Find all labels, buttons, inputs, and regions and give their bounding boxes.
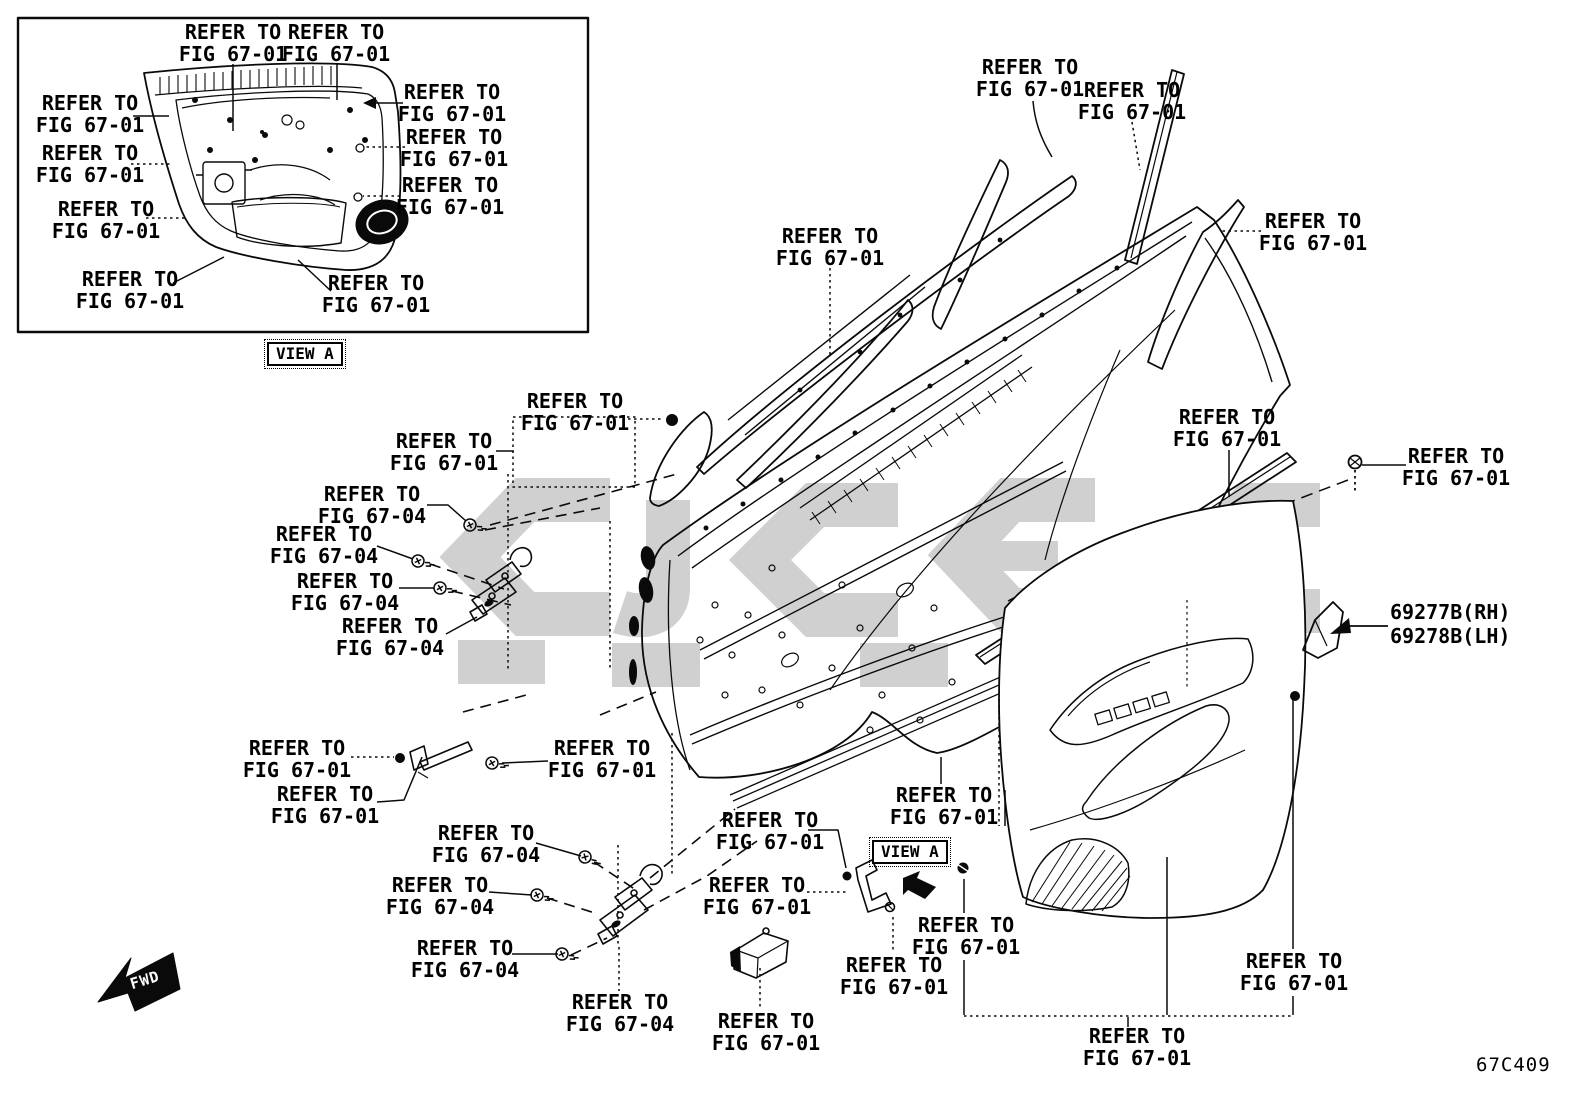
inset-trim-panel-drawing <box>144 63 413 270</box>
refer-label-line2: FIG 67-01 <box>35 162 145 187</box>
part-number-rh: 69277B(RH) <box>1390 600 1511 624</box>
refer-label-line2: FIG 67-01 <box>520 410 630 435</box>
refer-label-line2: FIG 67-04 <box>290 590 400 615</box>
refer-label-11 <box>1078 80 1186 123</box>
refer-label-line2: FIG 67-01 <box>1172 426 1282 451</box>
refer-label-32 <box>840 955 948 998</box>
view-a-tag-inset: VIEW A <box>267 342 343 366</box>
fwd-label: FWD <box>127 967 162 994</box>
refer-label-line1: REFER TO <box>41 141 139 165</box>
refer-label-12 <box>776 226 884 269</box>
refer-label-line1: REFER TO <box>1178 405 1276 429</box>
refer-label-line1: REFER TO <box>57 197 155 221</box>
refer-label-15 <box>1402 446 1510 489</box>
refer-label-line2: FIG 67-04 <box>410 957 520 982</box>
part-number-lh: 69278B(LH) <box>1390 624 1511 648</box>
refer-label-line2: FIG 67-04 <box>317 503 427 528</box>
clip-screw <box>957 863 969 874</box>
refer-label-line2: FIG 67-01 <box>242 757 352 782</box>
refer-label-line2: FIG 67-01 <box>711 1030 821 1055</box>
refer-label-line1: REFER TO <box>845 953 943 977</box>
refer-label-line1: REFER TO <box>327 271 425 295</box>
refer-label-31 <box>890 785 998 828</box>
refer-label-line2: FIG 67-04 <box>269 543 379 568</box>
refer-label-5 <box>76 269 184 312</box>
refer-label-line1: REFER TO <box>1083 78 1181 102</box>
refer-label-20 <box>291 571 399 614</box>
refer-label-17 <box>390 431 498 474</box>
refer-label-line1: REFER TO <box>248 736 346 760</box>
refer-label-line2: FIG 67-01 <box>51 218 161 243</box>
refer-label-line1: REFER TO <box>895 783 993 807</box>
refer-label-line1: REFER TO <box>1245 949 1343 973</box>
refer-label-1 <box>282 22 390 65</box>
refer-label-line2: FIG 67-01 <box>399 146 509 171</box>
refer-label-24 <box>548 738 656 781</box>
refer-label-line2: FIG 67-01 <box>1401 465 1511 490</box>
refer-label-line2: FIG 67-01 <box>702 894 812 919</box>
refer-label-35 <box>1240 951 1348 994</box>
refer-label-line1: REFER TO <box>437 821 535 845</box>
refer-label-line1: REFER TO <box>401 173 499 197</box>
refer-label-13 <box>1259 211 1367 254</box>
refer-label-4 <box>52 199 160 242</box>
refer-label-22 <box>243 738 351 781</box>
refer-label-line2: FIG 67-01 <box>1082 1045 1192 1070</box>
refer-label-line1: REFER TO <box>323 482 421 506</box>
figure-code: 67C409 <box>1476 1054 1551 1076</box>
refer-label-0 <box>179 22 287 65</box>
refer-label-line1: REFER TO <box>341 614 439 638</box>
refer-label-19 <box>270 524 378 567</box>
refer-label-line2: FIG 67-01 <box>178 41 288 66</box>
refer-label-line2: FIG 67-04 <box>431 842 541 867</box>
refer-label-9 <box>396 175 504 218</box>
refer-label-line2: FIG 67-01 <box>75 288 185 313</box>
refer-label-27 <box>411 938 519 981</box>
refer-label-line1: REFER TO <box>1407 444 1505 468</box>
refer-label-line2: FIG 67-01 <box>1258 230 1368 255</box>
refer-label-36 <box>1083 1026 1191 1069</box>
refer-label-line1: REFER TO <box>526 389 624 413</box>
refer-label-28 <box>566 992 674 1035</box>
refer-label-line1: REFER TO <box>981 55 1079 79</box>
refer-label-line2: FIG 67-01 <box>281 41 391 66</box>
refer-label-line2: FIG 67-04 <box>565 1011 675 1036</box>
refer-label-line1: REFER TO <box>781 224 879 248</box>
screw-p <box>1349 456 1362 495</box>
refer-label-line2: FIG 67-01 <box>715 829 825 854</box>
lock-part-drawing <box>730 928 788 978</box>
refer-label-line1: REFER TO <box>405 125 503 149</box>
refer-label-line1: REFER TO <box>1264 209 1362 233</box>
refer-label-line1: REFER TO <box>276 782 374 806</box>
refer-label-10 <box>976 57 1084 100</box>
refer-label-line1: REFER TO <box>717 1009 815 1033</box>
refer-label-line1: REFER TO <box>571 990 669 1014</box>
refer-label-23 <box>271 784 379 827</box>
refer-label-line2: FIG 67-01 <box>1239 970 1349 995</box>
refer-label-line1: REFER TO <box>275 522 373 546</box>
refer-label-6 <box>322 273 430 316</box>
refer-label-line2: FIG 67-01 <box>395 194 505 219</box>
refer-label-line2: FIG 67-01 <box>839 974 949 999</box>
refer-label-33 <box>912 915 1020 958</box>
refer-label-line2: FIG 67-01 <box>975 76 1085 101</box>
refer-label-line2: FIG 67-04 <box>385 894 495 919</box>
refer-label-34 <box>712 1011 820 1054</box>
refer-label-2 <box>36 93 144 136</box>
refer-label-8 <box>400 127 508 170</box>
refer-label-3 <box>36 143 144 186</box>
refer-label-line1: REFER TO <box>416 936 514 960</box>
refer-label-line1: REFER TO <box>391 873 489 897</box>
refer-label-line1: REFER TO <box>395 429 493 453</box>
refer-label-line2: FIG 67-01 <box>397 101 507 126</box>
door-check-drawing <box>395 742 472 778</box>
refer-label-26 <box>386 875 494 918</box>
refer-label-line1: REFER TO <box>296 569 394 593</box>
corner-garnish <box>650 412 712 506</box>
striker-bracket-drawing <box>843 860 895 912</box>
refer-label-line1: REFER TO <box>184 20 282 44</box>
refer-label-line2: FIG 67-01 <box>35 112 145 137</box>
refer-label-7 <box>398 82 506 125</box>
refer-label-21 <box>336 616 444 659</box>
refer-label-line1: REFER TO <box>917 913 1015 937</box>
view-a-tag-main: VIEW A <box>872 840 948 864</box>
refer-label-line2: FIG 67-01 <box>389 450 499 475</box>
refer-label-line2: FIG 67-01 <box>321 292 431 317</box>
refer-label-18 <box>318 484 426 527</box>
refer-label-line2: FIG 67-01 <box>270 803 380 828</box>
refer-label-line2: FIG 67-01 <box>547 757 657 782</box>
view-a-arrow <box>903 871 936 899</box>
refer-label-16 <box>521 391 629 434</box>
refer-label-30 <box>703 875 811 918</box>
refer-label-line1: REFER TO <box>1088 1024 1186 1048</box>
refer-label-line1: REFER TO <box>553 736 651 760</box>
refer-label-line1: REFER TO <box>721 808 819 832</box>
refer-label-line1: REFER TO <box>403 80 501 104</box>
refer-label-29 <box>716 810 824 853</box>
refer-label-line2: FIG 67-01 <box>1077 99 1187 124</box>
refer-label-line2: FIG 67-01 <box>775 245 885 270</box>
refer-label-line2: FIG 67-01 <box>911 934 1021 959</box>
refer-label-line1: REFER TO <box>287 20 385 44</box>
refer-label-line1: REFER TO <box>41 91 139 115</box>
refer-label-line2: FIG 67-01 <box>889 804 999 829</box>
refer-label-line2: FIG 67-04 <box>335 635 445 660</box>
refer-label-line1: REFER TO <box>81 267 179 291</box>
refer-label-14 <box>1173 407 1281 450</box>
refer-label-line1: REFER TO <box>708 873 806 897</box>
refer-label-25 <box>432 823 540 866</box>
weatherstrip-blades <box>697 70 1244 488</box>
